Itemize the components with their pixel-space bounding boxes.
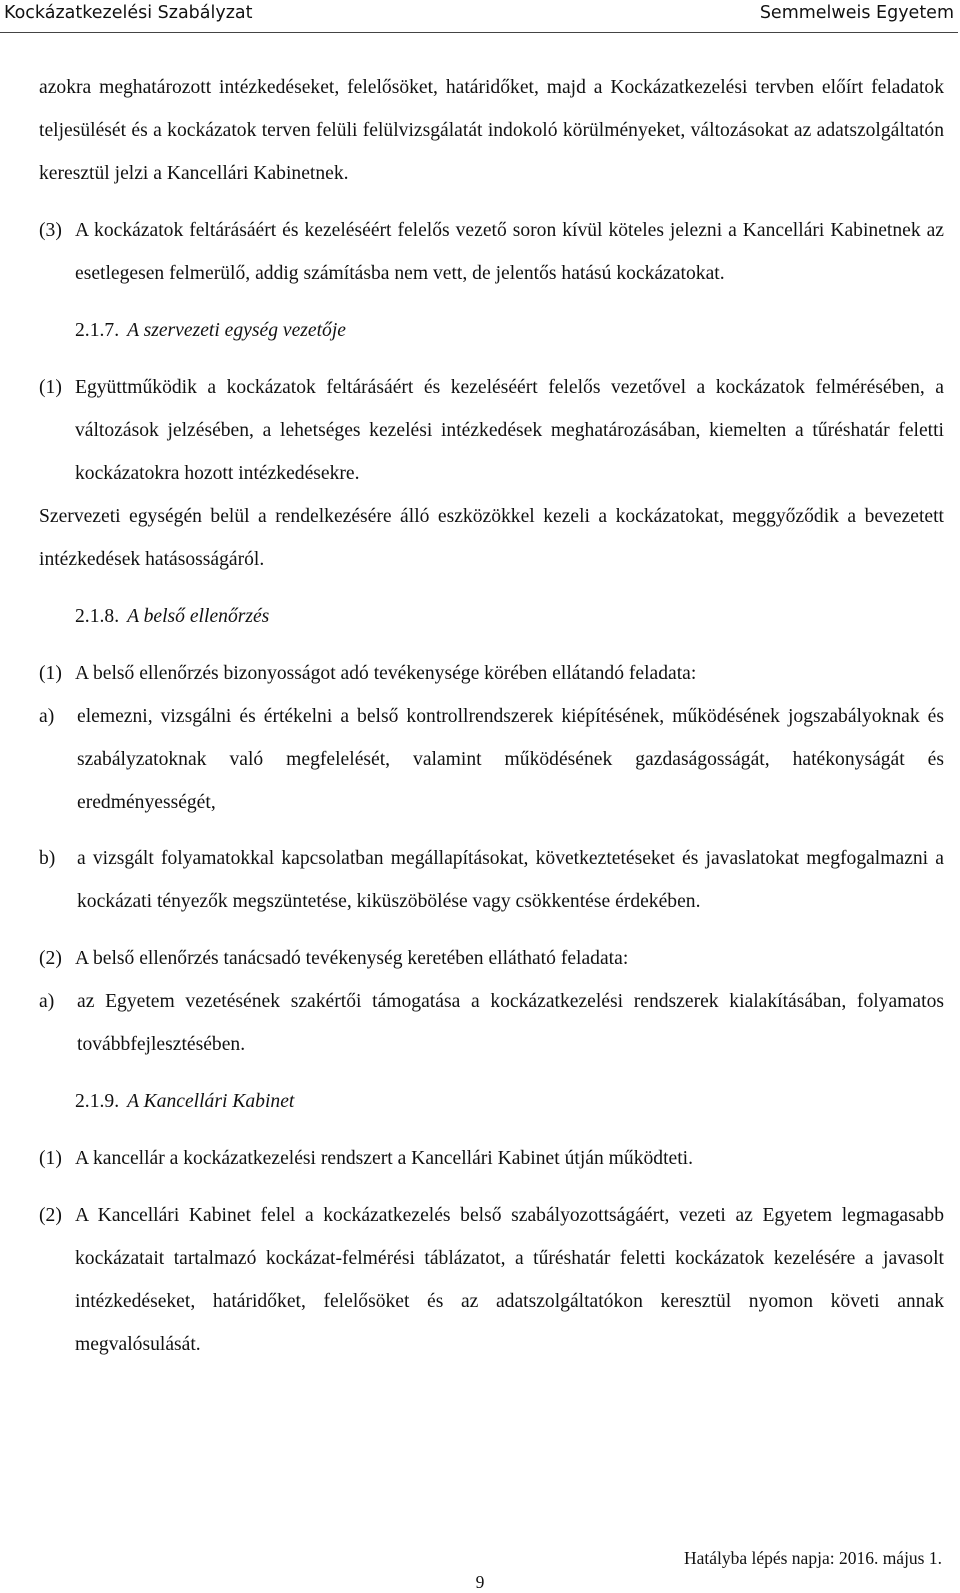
paragraph-text: A belső ellenőrzés bizonyosságot adó tevékenysége körében ellátandó feladata:: [75, 663, 697, 684]
paragraph-1: [39, 366, 944, 495]
paragraph-number: (1): [39, 663, 62, 684]
list-item-text: az Egyetem vezetésének szakértői támogatása a kockázatkezelési rendszerek kialakításában, folyamatos továbbfejlesztésében.: [77, 991, 944, 1055]
paragraph-number: (3): [39, 220, 62, 241]
page-number: 9: [475, 1572, 485, 1592]
paragraph-text: A kancellár a kockázatkezelési rendszert a Kancellári Kabinet útján működteti.: [75, 1148, 694, 1169]
paragraph-2: [39, 1194, 944, 1366]
paragraph-1: [39, 1137, 944, 1180]
section-number: 2.1.7.: [75, 320, 120, 341]
paragraph-text: A Kancellári Kabinet felel a kockázatkezelés belső szabályozottságáért, vezeti az Egyetem legmagasabb kockázatait tartalmazó kockázat-felmérési táblázatot, a tűréshatár feletti kockázatok kezelésére a javasolt intézkedéseket, határidőket, felelősöket és az adatszolgáltatókon keresztül nyomon követi annak megvalósulását.: [75, 1205, 944, 1355]
list-item-text: elemezni, vizsgálni és értékelni a belső kontrollrendszerek kiépítésének, működésének jogszabályoknak és szabályzatoknak való megfelelését, valamint működésének gazdaságosságát, hatékonyságát és eredményességét,: [77, 706, 944, 813]
section-title: A Kancellári Kabinet: [127, 1091, 295, 1112]
list-marker: b): [39, 848, 56, 869]
paragraph-continuation: Szervezeti egységén belül a rendelkezésére álló eszközökkel kezeli a kockázatokat, meggyőződik a bevezetett intézkedések hatásosságáról.: [39, 506, 944, 570]
section-number: 2.1.9.: [75, 1091, 120, 1112]
paragraph-text: A belső ellenőrzés tanácsadó tevékenység keretében ellátható feladata:: [75, 948, 629, 969]
institution-name: Semmelweis Egyetem: [759, 3, 954, 23]
paragraph-text: Együttműködik a kockázatok feltárásáért és kezeléséért felelős vezetővel a kockázatok felmérésében, a változások jelzésében, a lehetséges kezelési intézkedések meghatározásában, kiemelten a tűréshatár feletti kockázatokra hozott intézkedésekre.: [75, 377, 944, 484]
section-heading-2-1-9: [39, 1080, 944, 1123]
paragraph-number: (2): [39, 948, 62, 969]
list-item-b: [39, 837, 944, 923]
section-heading-2-1-8: [39, 595, 944, 638]
section-number: 2.1.8.: [75, 606, 120, 627]
list-marker: a): [39, 991, 55, 1012]
paragraph-number: (2): [39, 1205, 62, 1226]
paragraph-3: [39, 209, 944, 295]
list-marker: a): [39, 706, 55, 727]
list-item-a: [39, 980, 944, 1066]
paragraph-2: [39, 937, 944, 980]
intro-paragraph: azokra meghatározott intézkedéseket, felelősöket, határidőket, majd a Kockázatkezelési tervben előírt feladatok teljesülését és a kockázatok terven felüli felülvizsgálatát indokoló körülményeket, változásokat az adatszolgáltatón keresztül jelzi a Kancellári Kabinetnek.: [39, 77, 944, 184]
paragraph-number: (1): [39, 1148, 62, 1169]
paragraph-text: A kockázatok feltárásáért és kezeléséért felelős vezető soron kívül köteles jelezni a Kancellári Kabinetnek az esetlegesen felmerülő, addig számításba nem vett, de jelentős hatású kockázatokat.: [75, 220, 944, 284]
paragraph-number: (1): [39, 377, 62, 398]
list-item-text: a vizsgált folyamatokkal kapcsolatban megállapításokat, következtetéseket és javaslatokat megfogalmazni a kockázati tényezők megszüntetése, kiküszöbölése vagy csökkentése érdekében.: [77, 848, 944, 912]
list-item-a: [39, 695, 944, 824]
section-title: A szervezeti egység vezetője: [127, 320, 346, 341]
effective-date: Hatályba lépés napja: 2016. május 1.: [683, 1548, 942, 1568]
document-body: [39, 66, 944, 1366]
paragraph-1: [39, 652, 944, 695]
section-title: A belső ellenőrzés: [127, 606, 270, 627]
section-heading-2-1-7: [39, 309, 944, 352]
document-title: Kockázatkezelési Szabályzat: [4, 3, 253, 23]
page-header: [0, 0, 958, 33]
